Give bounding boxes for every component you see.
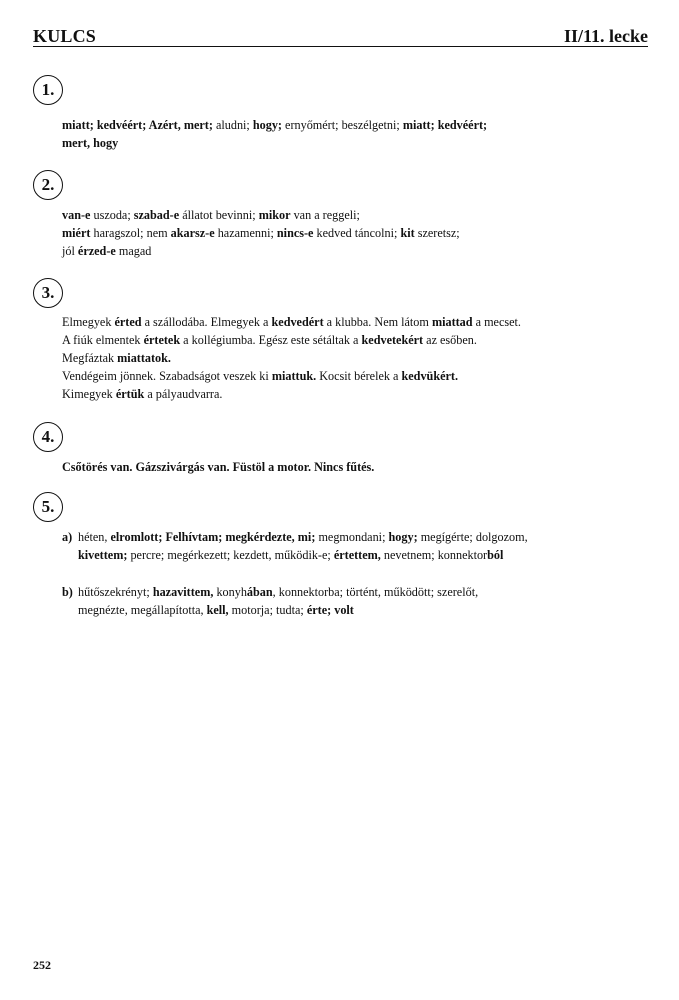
bold-answer: kedvéért;: [96, 118, 149, 132]
text-segment: a szállodába. Elmegyek a: [141, 315, 272, 329]
bold-answer: miatt;: [402, 118, 438, 132]
answer-line: [62, 385, 654, 403]
bold-answer: elromlott;: [110, 530, 166, 544]
bold-answer: szabad-e: [133, 208, 180, 222]
text-segment: a pályaudvarra.: [144, 387, 223, 401]
text-segment: A fiúk elmentek: [62, 333, 144, 347]
text-segment: konyh: [216, 585, 247, 599]
answer-line: [62, 116, 654, 134]
answer-line: [62, 367, 654, 385]
bold-answer: volt: [334, 603, 354, 617]
text-segment: Megfáztak: [62, 351, 118, 365]
answer-line: [62, 458, 654, 476]
bold-answer: kedvedért: [271, 315, 324, 329]
section-number-1: 1.: [33, 75, 63, 105]
text-segment: beszélgetni;: [341, 118, 403, 132]
bold-answer: van-e: [62, 208, 91, 222]
text-segment: nevetnem; konnektor: [383, 548, 488, 562]
bold-answer: érzed-e: [77, 244, 116, 258]
bold-answer: hogy;: [252, 118, 286, 132]
section-number-3: 3.: [33, 278, 63, 308]
answer-line: [62, 242, 654, 260]
answer-line: [62, 349, 654, 367]
bold-answer: nincs-e: [276, 226, 314, 240]
bold-answer: miért: [62, 226, 91, 240]
text-segment: van a reggeli;: [290, 208, 360, 222]
text-segment: állatot bevinni;: [179, 208, 259, 222]
section-number-5: 5.: [33, 492, 63, 522]
bold-answer: ában: [246, 585, 273, 599]
page-header: [33, 26, 648, 47]
text-segment: aludni;: [215, 118, 253, 132]
bold-answer: megkérdezte,: [225, 530, 298, 544]
text-segment: magad: [115, 244, 152, 258]
bold-answer: kedvéért;: [437, 118, 488, 132]
section-number-4: 4.: [33, 422, 63, 452]
answer-line: [62, 224, 654, 242]
page-number: 252: [33, 958, 51, 972]
bold-answer: érted: [114, 315, 142, 329]
bold-answer: Csőtörés van. Gázszivárgás van. Füstöl a motor. Nincs fűtés.: [62, 460, 375, 474]
bold-answer: kivettem;: [78, 548, 131, 562]
bold-answer: kedvükért.: [401, 369, 459, 383]
text-segment: haragszol; nem: [90, 226, 171, 240]
answer-line: [78, 585, 478, 599]
section-3-answers: [62, 313, 654, 403]
text-segment: megnézte, megállapította,: [78, 603, 207, 617]
answer-line: [62, 331, 654, 349]
text-segment: uszoda;: [90, 208, 134, 222]
answer-line: [78, 530, 528, 544]
text-segment: héten,: [78, 530, 111, 544]
answer-line: [62, 601, 654, 619]
text-segment: az esőben.: [423, 333, 477, 347]
text-segment: szeretsz;: [414, 226, 460, 240]
item-label-b: b): [62, 585, 73, 599]
bold-answer: kedvetekért: [361, 333, 424, 347]
bold-answer: miatt;: [62, 118, 97, 132]
text-segment: ernyőmért;: [285, 118, 342, 132]
answer-line: [62, 134, 654, 152]
text-segment: motorja; tudta;: [231, 603, 307, 617]
text-segment: megígérte; dolgozom,: [420, 530, 528, 544]
section-4-answers: [62, 458, 654, 476]
bold-answer: miattad: [431, 315, 473, 329]
header-title: KULCS: [33, 26, 97, 46]
bold-answer: miattatok.: [117, 351, 171, 365]
bold-answer: ból: [487, 548, 504, 562]
bold-answer: érte;: [306, 603, 335, 617]
text-segment: percre; megérkezett; kezdett, működik-e;: [130, 548, 334, 562]
bold-answer: értetek: [143, 333, 181, 347]
bold-answer: mikor: [258, 208, 291, 222]
text-segment: , konnektorba; történt, működött; szerelőt,: [272, 585, 479, 599]
bold-answer: értettem,: [333, 548, 384, 562]
text-segment: a kollégiumba. Egész este sétáltak a: [180, 333, 362, 347]
text-segment: jól: [62, 244, 78, 258]
text-segment: hazamenni;: [214, 226, 277, 240]
section-5-item-a: [62, 528, 654, 564]
bold-answer: Felhívtam;: [165, 530, 226, 544]
text-segment: Elmegyek: [62, 315, 115, 329]
item-label-a: a): [62, 530, 73, 544]
bold-answer: mi;: [297, 530, 319, 544]
section-1-answers: [62, 116, 654, 152]
text-segment: Kimegyek: [62, 387, 116, 401]
section-5-item-b: [62, 583, 654, 619]
section-2-answers: [62, 206, 654, 260]
header-lesson: II/11. lecke: [564, 26, 648, 46]
text-segment: megmondani;: [318, 530, 389, 544]
text-segment: Kocsit bérelek a: [316, 369, 402, 383]
text-segment: hűtőszekrényt;: [78, 585, 153, 599]
bold-answer: értük: [115, 387, 145, 401]
text-segment: a mecset.: [472, 315, 521, 329]
bold-answer: kell,: [206, 603, 232, 617]
section-number-2: 2.: [33, 170, 63, 200]
bold-answer: mert, hogy: [62, 136, 119, 150]
text-segment: a klubba. Nem látom: [323, 315, 432, 329]
bold-answer: kit: [400, 226, 415, 240]
bold-answer: akarsz-e: [170, 226, 215, 240]
bold-answer: miattuk.: [271, 369, 317, 383]
answer-line: [62, 206, 654, 224]
answer-line: [62, 313, 654, 331]
bold-answer: hazavittem,: [152, 585, 217, 599]
text-segment: Vendégeim jönnek. Szabadságot veszek ki: [62, 369, 272, 383]
text-segment: kedved táncolni;: [313, 226, 401, 240]
answer-line: [62, 546, 654, 564]
bold-answer: Azért, mert;: [148, 118, 216, 132]
bold-answer: hogy;: [388, 530, 421, 544]
